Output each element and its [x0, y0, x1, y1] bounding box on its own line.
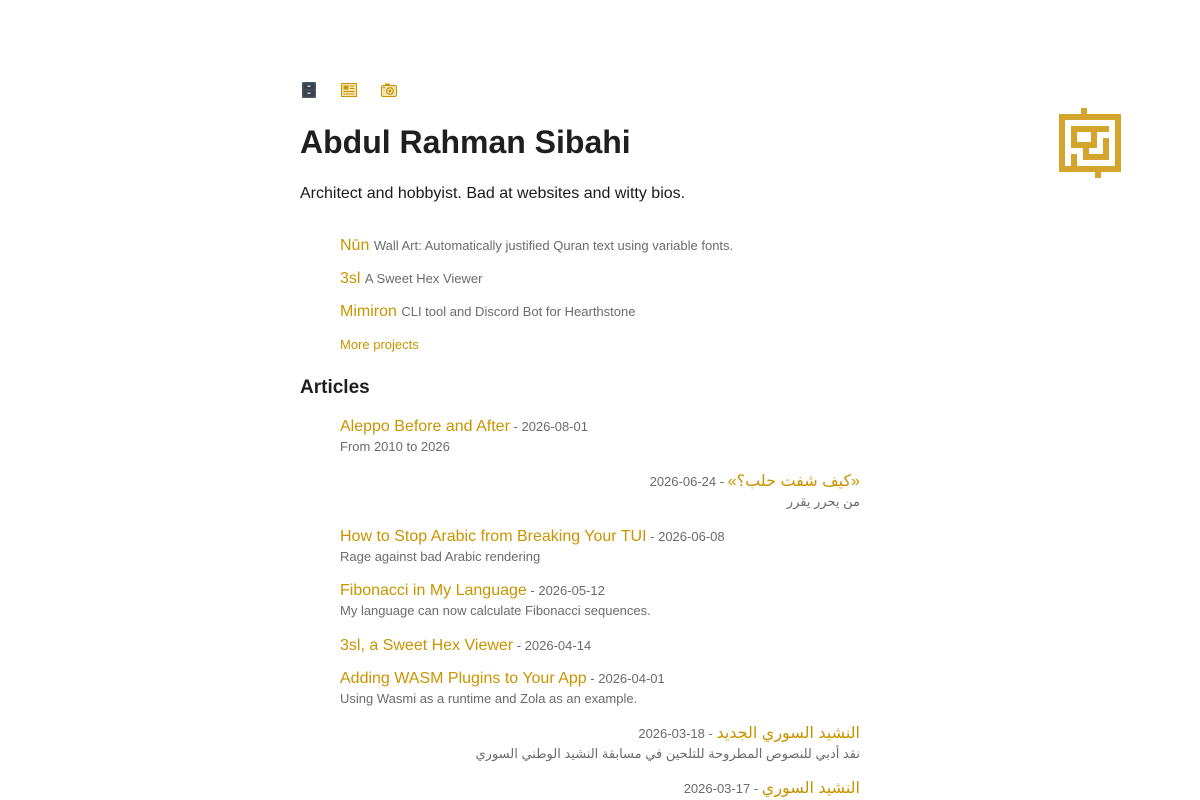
article-item — [340, 668, 860, 723]
article-separator: - — [586, 671, 599, 686]
article-link[interactable]: النشيد السوري الجديد — [716, 725, 860, 742]
article-summary: Rage against bad Arabic rendering — [340, 549, 541, 564]
article-link[interactable]: 3sl, a Sweet Hex Viewer — [340, 637, 514, 654]
article-separator: - — [646, 529, 659, 544]
article-link[interactable]: How to Stop Arabic from Breaking Your TUI — [340, 528, 647, 545]
project-list — [340, 235, 860, 355]
article-list — [340, 416, 860, 800]
article-link[interactable]: Fibonacci in My Language — [340, 582, 527, 599]
article-separator: - — [513, 638, 525, 653]
page-title: Abdul Rahman Sibahi — [300, 124, 631, 160]
article-link[interactable]: Adding WASM Plugins to Your App — [340, 670, 587, 687]
article-item — [340, 778, 860, 800]
project-description: Wall Art: Automatically justified Quran text using variable fonts. — [373, 238, 734, 253]
article-summary: نقد أدبي للنصوص المطروحة للتلحين في مسابقة النشيد الوطني السوري — [475, 746, 860, 761]
article-separator: - — [509, 419, 522, 434]
article-date: 18-03-2026 — [638, 726, 705, 741]
article-date: 2026-08-01 — [521, 419, 588, 434]
article-date: 17-03-2026 — [683, 781, 751, 796]
article-item — [340, 471, 860, 526]
filing-cabinet-icon[interactable] — [300, 81, 318, 99]
bio-text: Architect and hobbyist. Bad at websites and witty bios. — [300, 185, 686, 202]
article-date: 2026-06-08 — [658, 529, 725, 544]
project-link-nun[interactable]: Nūn — [340, 237, 370, 254]
project-item — [340, 268, 860, 301]
project-item — [340, 235, 860, 268]
article-separator: - — [716, 474, 728, 489]
article-item — [340, 635, 860, 668]
camera-icon[interactable] — [380, 81, 398, 99]
article-item — [340, 526, 860, 580]
article-link[interactable]: النشيد السوري — [761, 780, 860, 797]
newspaper-icon[interactable] — [340, 81, 358, 99]
article-item — [340, 723, 860, 778]
project-item — [340, 301, 860, 334]
top-icon-bar — [300, 80, 398, 100]
article-date: 24-06-2026 — [649, 474, 717, 489]
article-link[interactable]: «كيف شفت حلب؟» — [727, 473, 860, 490]
article-item — [340, 580, 860, 635]
article-summary: من يحرر يقرر — [786, 494, 860, 509]
project-description: A Sweet Hex Viewer — [364, 271, 483, 286]
project-description: CLI tool and Discord Bot for Hearthstone — [401, 304, 636, 319]
article-link[interactable]: Aleppo Before and After — [340, 418, 510, 435]
articles-heading: Articles — [300, 377, 370, 398]
project-link-mimiron[interactable]: Mimiron — [340, 303, 397, 320]
more-projects-link[interactable]: More projects — [340, 337, 419, 352]
article-summary: From 2010 to 2026 — [340, 439, 450, 454]
article-date: 2026-05-12 — [538, 583, 605, 598]
article-date: 2026-04-14 — [524, 638, 592, 653]
kufic-calligraphy-logo-icon — [1055, 108, 1125, 178]
article-separator: - — [704, 726, 717, 741]
project-link-3sl[interactable]: 3sl — [340, 270, 361, 287]
article-item — [340, 416, 860, 471]
article-separator: - — [750, 781, 762, 796]
article-separator: - — [526, 583, 539, 598]
article-summary: My language can now calculate Fibonacci sequences. — [340, 603, 651, 618]
article-date: 2026-04-01 — [598, 671, 665, 686]
article-summary: Using Wasmi as a runtime and Zola as an example. — [340, 691, 638, 706]
